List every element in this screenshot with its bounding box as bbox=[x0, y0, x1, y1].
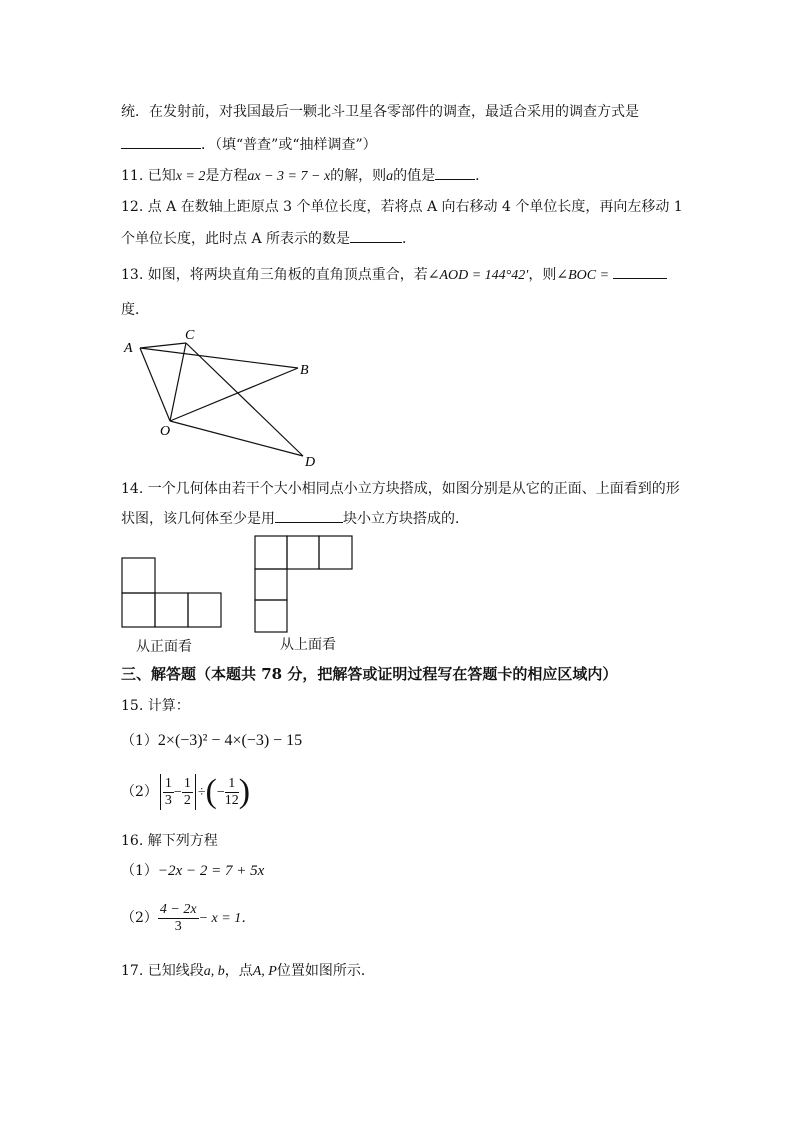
q11-number: 11. 已知 bbox=[121, 168, 176, 184]
fraction-denominator: 12 bbox=[224, 792, 239, 808]
abs-left-bar bbox=[160, 774, 161, 810]
q15-part1-label: （1） bbox=[121, 733, 158, 749]
right-paren: ) bbox=[238, 773, 251, 810]
q12-dot: ． bbox=[402, 231, 417, 247]
q16-part2-rest: − x = 1． bbox=[198, 911, 256, 926]
q15-part1 bbox=[121, 731, 302, 751]
top-view-square-3 bbox=[319, 536, 352, 569]
front-view-square-1 bbox=[122, 593, 155, 627]
q14-line1: 14. 一个几何体由若干个大小相同点小立方块搭成，如图分别是从它的正面、上面看到的形 bbox=[121, 481, 680, 497]
segment-ao bbox=[140, 348, 170, 421]
top-view-caption: 从上面看 bbox=[280, 637, 336, 653]
q17-vars-ap: A, P bbox=[252, 964, 277, 979]
fraction-4-2x-over-3 bbox=[158, 902, 199, 935]
q13-mid: ，则 bbox=[528, 267, 557, 283]
q10-text-line2 bbox=[121, 134, 377, 155]
q11-var: a bbox=[386, 169, 394, 184]
top-view-square-1 bbox=[255, 536, 287, 569]
label-c: C bbox=[185, 328, 195, 343]
q17-vars-ab: a, b bbox=[203, 964, 225, 979]
q17-mid: ，点 bbox=[224, 963, 253, 979]
label-o: O bbox=[160, 424, 171, 439]
q15-part2 bbox=[121, 772, 250, 813]
q11-end: 的值是 bbox=[393, 168, 436, 184]
fraction-1-12 bbox=[225, 776, 239, 809]
q16-title: 16. 解下列方程 bbox=[121, 833, 218, 849]
front-view-figure bbox=[121, 557, 225, 629]
label-b: B bbox=[300, 363, 309, 378]
q11-answer-blank[interactable] bbox=[435, 165, 475, 180]
negative-sign: − bbox=[216, 785, 225, 800]
abs-right-bar bbox=[195, 774, 196, 810]
q10-text-line1: 统．在发射前，对我国最后一颗北斗卫星各零部件的调查，最适合采用的调查方式是 bbox=[121, 104, 639, 120]
top-view-square-2 bbox=[287, 536, 319, 569]
segment-ac bbox=[140, 343, 186, 348]
segment-bo bbox=[170, 368, 298, 421]
top-view-square-5 bbox=[255, 600, 287, 632]
q16-part1 bbox=[121, 861, 264, 881]
q17-text bbox=[121, 961, 375, 982]
q10-fill-hint: ．（填“普查”或“抽样调查”） bbox=[201, 137, 377, 153]
left-paren: ( bbox=[205, 773, 217, 810]
q16-part1-expr: −2x − 2 = 7 + 5x bbox=[157, 863, 265, 879]
q14-line2a: 状图，该几何体至少是用 bbox=[121, 511, 275, 527]
q13-text bbox=[121, 264, 667, 286]
top-view-square-4 bbox=[255, 569, 287, 600]
q12-line1: 12. 点 A 在数轴上距原点 3 个单位长度，若将点 A 向右移动 4 个单位长度，再向左移动 1 bbox=[121, 199, 683, 215]
q12-answer-blank[interactable] bbox=[350, 228, 402, 243]
front-view-caption: 从正面看 bbox=[136, 639, 192, 655]
q11-eq1: x = 2 bbox=[175, 169, 206, 184]
q17-stem: 17. 已知线段 bbox=[121, 963, 204, 979]
q15-title: 15. 计算： bbox=[121, 698, 190, 714]
q11-mid2: 的解，则 bbox=[330, 168, 387, 184]
q17-end: 位置如图所示． bbox=[276, 963, 375, 979]
q13-figure bbox=[118, 325, 328, 470]
q13-stem: 13. 如图，将两块直角三角板的直角顶点重合，若 bbox=[121, 267, 428, 283]
segment-co bbox=[170, 343, 186, 421]
fraction-numerator: 1 bbox=[183, 775, 191, 791]
fraction-denominator: 3 bbox=[174, 918, 182, 934]
fraction-numerator: 4 − 2x bbox=[159, 901, 197, 917]
top-view-figure bbox=[254, 535, 356, 635]
fraction-denominator: 3 bbox=[164, 792, 172, 808]
q11-text bbox=[121, 165, 489, 187]
q10-answer-blank[interactable] bbox=[121, 134, 201, 149]
q11-mid: 是方程 bbox=[205, 168, 248, 184]
segment-cd bbox=[186, 343, 303, 456]
section-3-heading: 三、解答题（本题共 78 分，把解答或证明过程写在答题卡的相应区域内） bbox=[121, 665, 618, 683]
segment-ab bbox=[140, 348, 298, 368]
q14-line2 bbox=[121, 508, 469, 529]
q11-eq2: ax − 3 = 7 − x bbox=[247, 169, 331, 184]
fraction-numerator: 1 bbox=[225, 776, 239, 793]
q13-angle-aod: ∠AOD = 144°42′ bbox=[427, 268, 529, 283]
q15-part2-label: （2） bbox=[121, 784, 158, 800]
q14-line2b: 块小立方块搭成的． bbox=[343, 511, 469, 527]
segment-od bbox=[170, 421, 303, 456]
q14-answer-blank[interactable] bbox=[275, 508, 343, 523]
q13-unit: 度． bbox=[121, 302, 149, 318]
label-d: D bbox=[305, 455, 316, 470]
fraction-numerator: 1 bbox=[164, 775, 172, 791]
label-a: A bbox=[124, 341, 133, 356]
front-view-square-2 bbox=[155, 593, 188, 627]
front-view-square-3 bbox=[188, 593, 221, 627]
q15-part1-expr: 2×(−3)² − 4×(−3) − 15 bbox=[157, 732, 303, 749]
q12-line2-text: 个单位长度，此时点 A 所表示的数是 bbox=[121, 231, 351, 247]
front-view-top-square bbox=[122, 558, 155, 593]
q13-angle-boc: ∠BOC = bbox=[556, 268, 610, 283]
q16-part1-label: （1） bbox=[121, 863, 158, 879]
fraction-1-2 bbox=[182, 776, 193, 809]
q11-dot: ． bbox=[475, 168, 490, 184]
fraction-1-3 bbox=[163, 776, 174, 809]
divide-sign: ÷ bbox=[197, 785, 206, 800]
q16-part2 bbox=[121, 898, 255, 939]
fraction-denominator: 2 bbox=[183, 792, 191, 808]
q16-part2-label: （2） bbox=[121, 910, 158, 926]
q13-answer-blank[interactable] bbox=[613, 264, 667, 279]
minus-sign: − bbox=[173, 785, 182, 800]
q12-line2 bbox=[121, 228, 416, 249]
